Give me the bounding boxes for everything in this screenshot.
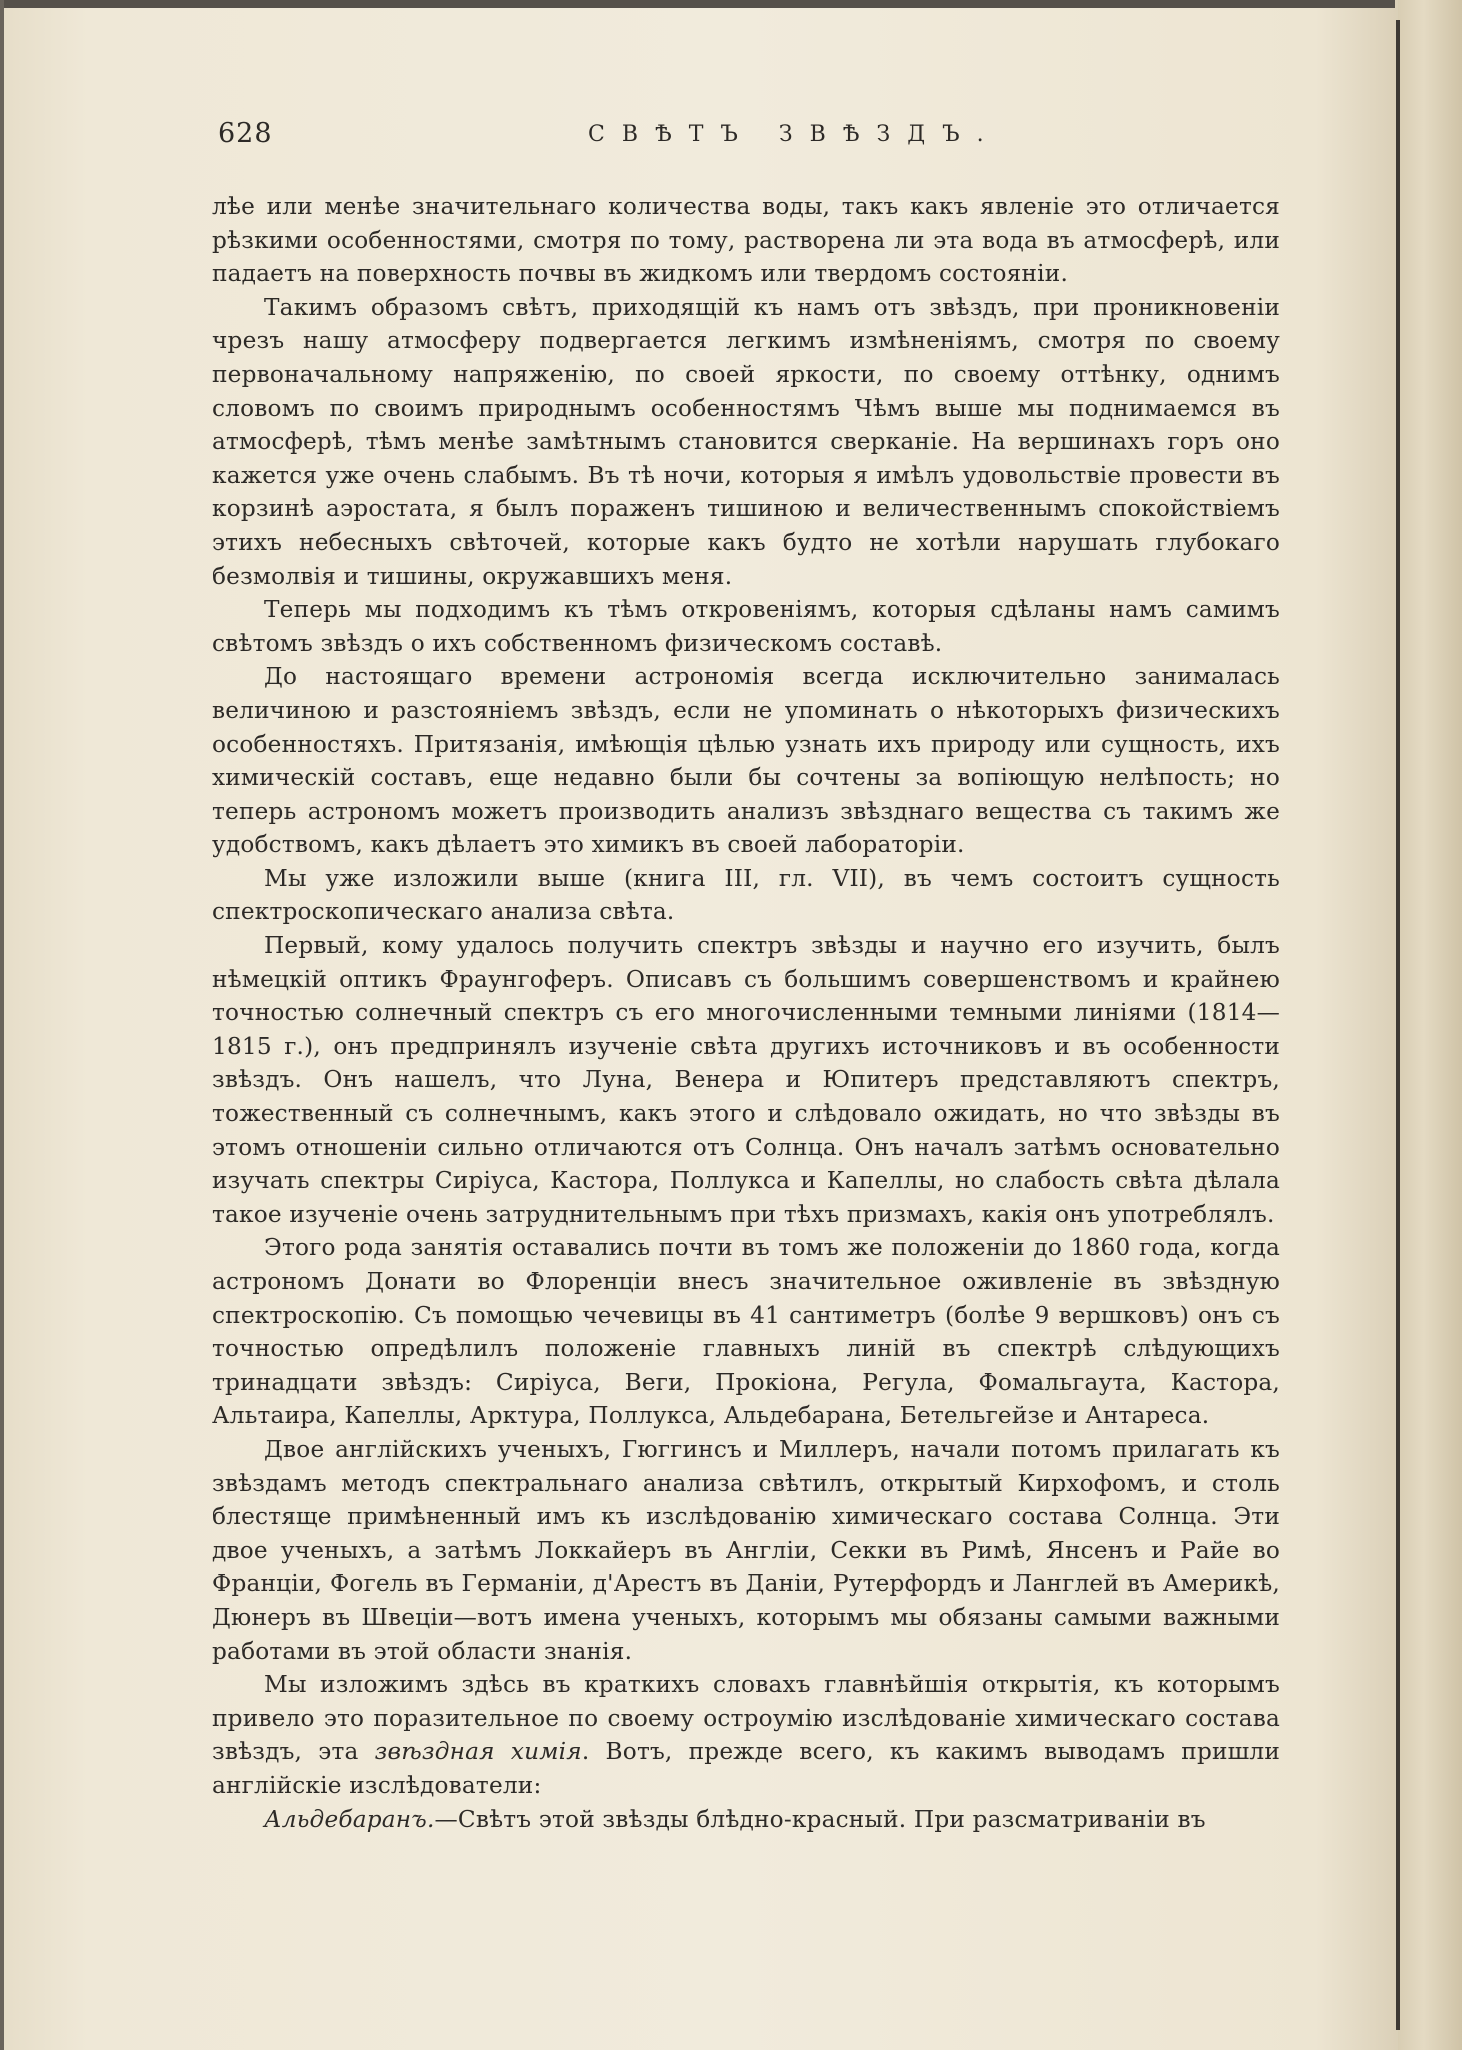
paragraph-9-text-before: Мы изложимъ здѣсь въ краткихъ словахъ главнѣйшія открытія, къ которымъ привело это поразительное по своему остроумію изслѣдованіе химическаго состава звѣздъ, эта — [212, 1671, 1280, 1766]
paragraph-6: Первый, кому удалось получить спектръ звѣзды и научно его изучить, былъ нѣмецкій оптикъ Фраунгоферъ. Описавъ съ большимъ совершенствомъ и крайнею точностью солнечный спектръ съ его многочисленными темными линіями (1814—1815 г.), онъ предпринялъ изученіе свѣта другихъ источниковъ и въ особенности звѣздъ. Онъ нашелъ, что Луна, Венера и Юпитеръ представляютъ спектръ, тожественный съ солнечнымъ, какъ этого и слѣдовало ожидать, но что звѣзды въ этомъ отношеніи сильно отличаются отъ Солнца. Онъ началъ затѣмъ основательно изучать спектры Сиріуса, Кастора, Поллукса и Капеллы, но слабость свѣта дѣлала такое изученіе очень затруднительнымъ при тѣхъ призмахъ, какія онъ употреблялъ. — [212, 932, 1280, 1228]
paragraph-5: Мы уже изложили выше (книга III, гл. VII), въ чемъ состоитъ сущность спектроскопическаго анализа свѣта. — [212, 864, 1280, 926]
paragraph-7: Этого рода занятія оставались почти въ томъ же положеніи до 1860 года, когда астрономъ Донати во Флоренціи внесъ значительное оживленіе въ звѣздную спектроскопію. Съ помощью чечевицы въ 41 сантиметръ (болѣе 9 вершковъ) онъ съ точностью опредѣлилъ положеніе главныхъ линій въ спектрѣ слѣдующихъ тринадцати звѣздъ: Сиріуса, Веги, Прокіона, Регула, Фомальгаута, Кастора, Альтаира, Капеллы, Арктура, Поллукса, Альдебарана, Бетельгейзе и Антареса. — [212, 1234, 1280, 1430]
scan-right-margin — [1398, 0, 1462, 2050]
paragraph-10 — [212, 1803, 1280, 1837]
book-gutter-line — [1396, 20, 1400, 2030]
page-number: 628 — [218, 118, 273, 149]
paragraph-9 — [212, 1668, 1280, 1802]
paragraph-8: Двое англійскихъ ученыхъ, Гюггинсъ и Миллеръ, начали потомъ прилагать къ звѣздамъ методъ спектральнаго анализа свѣтилъ, открытый Кирхофомъ, и столь блестяще примѣненный имъ къ изслѣдованію химическаго состава Солнца. Эти двое ученыхъ, а затѣмъ Локкайеръ въ Англіи, Секки въ Римѣ, Янсенъ и Райе во Франціи, Фогель въ Германіи, д'Арестъ въ Даніи, Рутерфордъ и Ланглей въ Америкѣ, Дюнеръ въ Швеціи—вотъ имена ученыхъ, которымъ мы обязаны самыми важными работами въ этой области знанія. — [212, 1435, 1280, 1665]
scan-left-edge — [0, 0, 4, 2050]
paragraph-4: До настоящаго времени астрономія всегда исключительно занималась величиною и разстояніемъ звѣздъ, если не упоминать о нѣкоторыхъ физическихъ особенностяхъ. Притязанія, имѣющія цѣлью узнать ихъ природу или сущность, ихъ химическій составъ, еще недавно были бы сочтены за вопіющую нелѣпость; но теперь астрономъ можетъ производить анализъ звѣзднаго вещества съ такимъ же удобствомъ, какъ дѣлаетъ это химикъ въ своей лабораторіи. — [212, 663, 1280, 859]
paragraph-9-italic-term: звѣздная химія — [374, 1738, 582, 1766]
scan-top-edge — [0, 0, 1395, 8]
paragraph-9-text-after: . Вотъ, прежде всего, къ какимъ выводамъ пришли англійскіе изслѣдователи: — [212, 1738, 1280, 1799]
page-header — [218, 118, 1278, 158]
paragraph-2: Такимъ образомъ свѣтъ, приходящій къ намъ отъ звѣздъ, при проникновеніи чрезъ нашу атмосферу подвергается легкимъ измѣненіямъ, смотря по своему первоначальному напряженію, по своей яркости, по своему оттѣнку, однимъ словомъ по своимъ природнымъ особенностямъ Чѣмъ выше мы поднимаемся въ атмосферѣ, тѣмъ менѣе замѣтнымъ становится сверканіе. На вершинахъ горъ оно кажется уже очень слабымъ. Въ тѣ ночи, которыя я имѣлъ удовольствіе провести въ корзинѣ аэростата, я былъ пораженъ тишиною и величественнымъ спокойствіемъ этихъ небесныхъ свѣточей, которые какъ будто не хотѣли нарушать глубокаго безмолвія и тишины, окружавшихъ меня. — [212, 293, 1280, 590]
body-text — [212, 190, 1280, 1836]
paragraph-3: Теперь мы подходимъ къ тѣмъ откровеніямъ, которыя сдѣланы намъ самимъ свѣтомъ звѣздъ о ихъ собственномъ физическомъ составѣ. — [212, 596, 1280, 657]
paragraph-1: лѣе или менѣе значительнаго количества воды, такъ какъ явленіе это отличается рѣзкими особенностями, смотря по тому, растворена ли эта вода въ атмосферѣ, или падаетъ на поверхность почвы въ жидкомъ или твердомъ состояніи. — [212, 193, 1280, 288]
paragraph-10-italic-heading: Альдебаранъ. — [264, 1805, 435, 1833]
running-title: СВѢТЪ ЗВѢЗДЪ. — [588, 122, 1001, 147]
paragraph-10-text: —Свѣтъ этой звѣзды блѣдно-красный. При разсматриваніи въ — [434, 1805, 1206, 1833]
